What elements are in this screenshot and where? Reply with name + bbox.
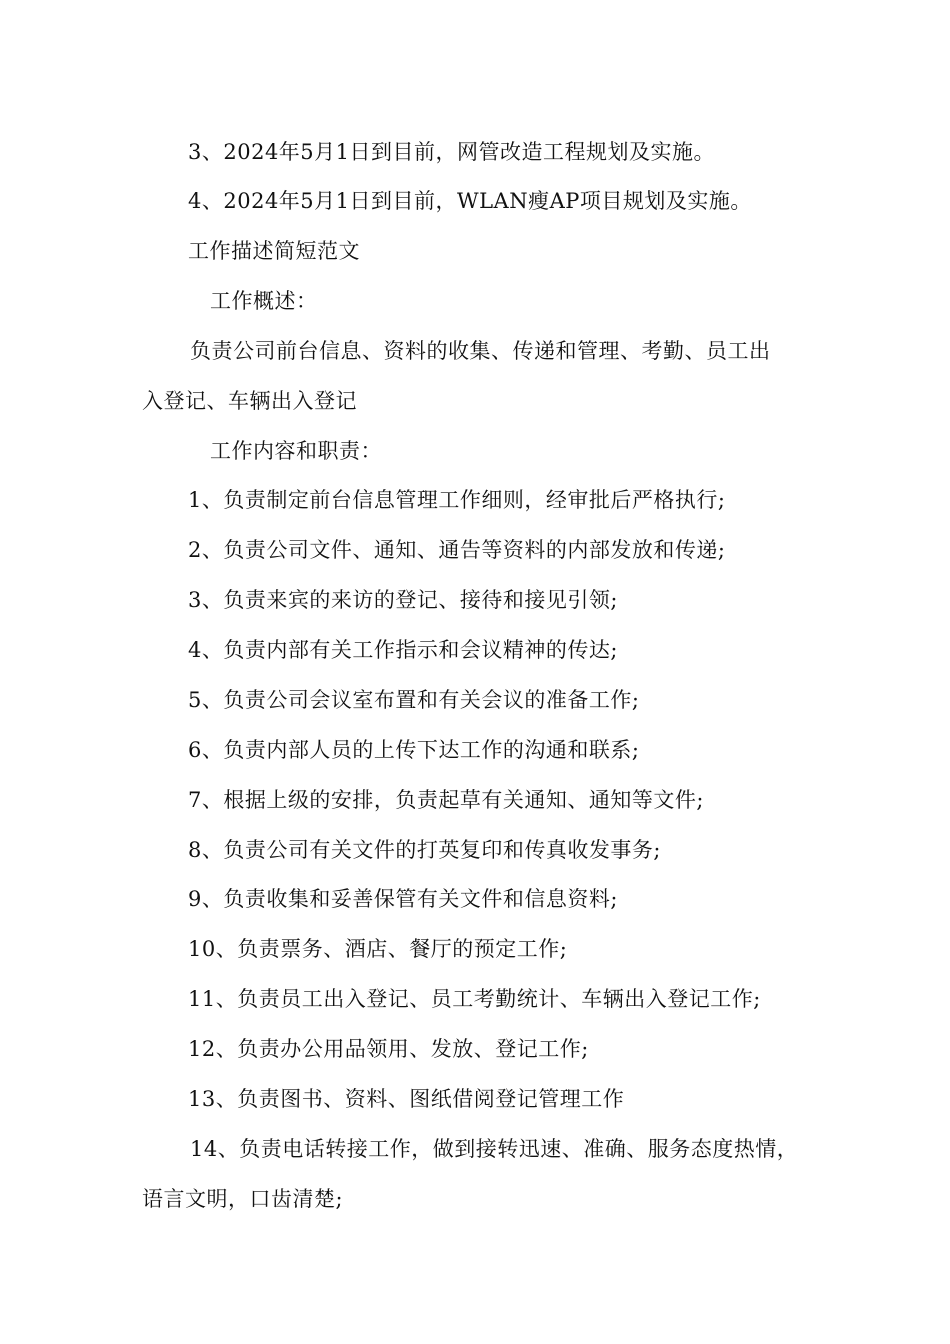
overview-label: 工作概述： [210, 289, 318, 313]
duty-item-7: 7、根据上级的安排，负责起草有关通知、通知等文件; [188, 788, 704, 812]
section-heading: 工作描述简短范文 [188, 239, 360, 263]
item-4-wlan-project: 4、2024年5月1日到目前，WLAN瘦AP项目规划及实施。 [188, 189, 752, 213]
duty-item-13: 13、负责图书、资料、图纸借阅登记管理工作 [188, 1087, 625, 1111]
duty-item-10: 10、负责票务、酒店、餐厅的预定工作; [188, 937, 568, 961]
duty-item-12: 12、负责办公用品领用、发放、登记工作; [188, 1037, 589, 1061]
duty-item-2: 2、负责公司文件、通知、通告等资料的内部发放和传递; [188, 538, 726, 562]
duty-item-8: 8、负责公司有关文件的打英复印和传真收发事务; [188, 838, 661, 862]
duty-item-11: 11、负责员工出入登记、员工考勤统计、车辆出入登记工作; [188, 987, 761, 1011]
duty-item-14-line-1: 14、负责电话转接工作，做到接转迅速、准确、服务态度热情， [190, 1137, 799, 1161]
duty-item-3: 3、负责来宾的来访的登记、接待和接见引领; [188, 588, 618, 612]
duties-label: 工作内容和职责： [210, 439, 382, 463]
duty-item-9: 9、负责收集和妥善保管有关文件和信息资料; [188, 887, 618, 911]
overview-text-line-1: 负责公司前台信息、资料的收集、传递和管理、考勤、员工出 [190, 339, 771, 363]
duty-item-5: 5、负责公司会议室布置和有关会议的准备工作; [188, 688, 640, 712]
item-3-network-project: 3、2024年5月1日到目前，网管改造工程规划及实施。 [188, 140, 716, 164]
duty-item-4: 4、负责内部有关工作指示和会议精神的传达; [188, 638, 618, 662]
overview-text-line-2: 入登记、车辆出入登记 [142, 389, 357, 413]
duty-item-6: 6、负责内部人员的上传下达工作的沟通和联系; [188, 738, 640, 762]
duty-item-1: 1、负责制定前台信息管理工作细则，经审批后严格执行; [188, 488, 726, 512]
duty-item-14-line-2: 语言文明，口齿清楚; [142, 1187, 344, 1211]
